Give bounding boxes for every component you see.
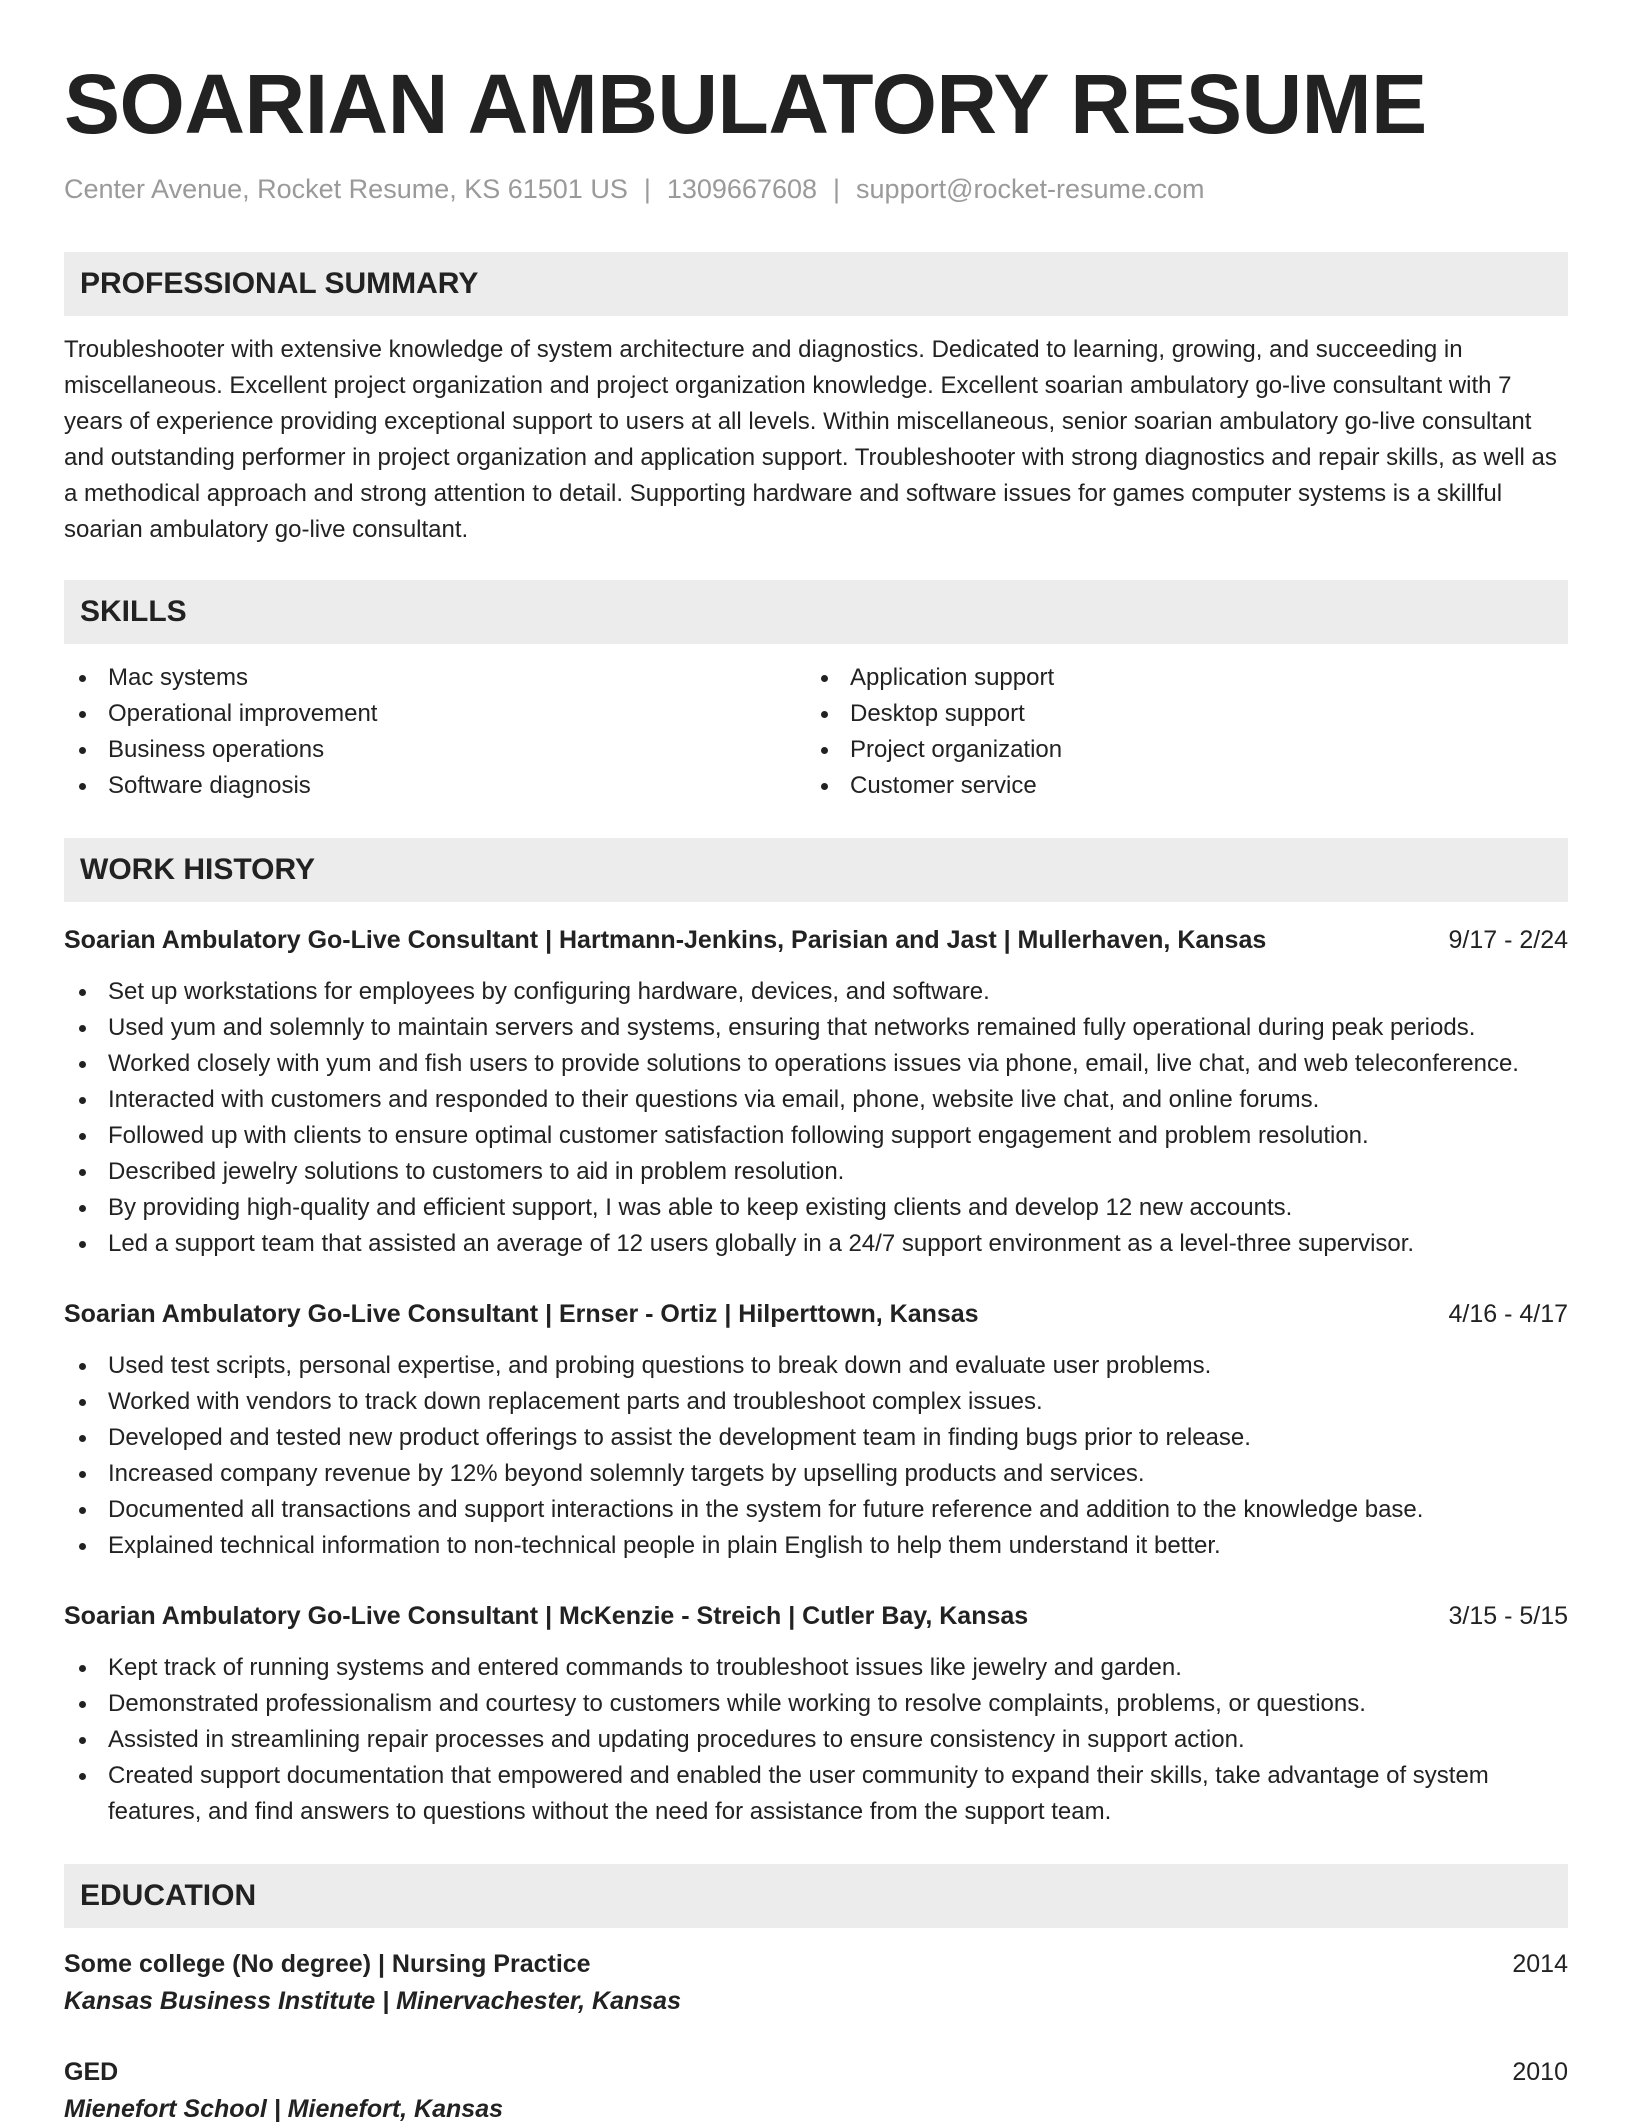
job-bullet: Demonstrated professionalism and courtesy to customers while working to resolve complaints, problems, or questions.	[64, 1686, 1568, 1722]
job-bullet: Interacted with customers and responded to their questions via email, phone, website live chat, and online forums.	[64, 1082, 1568, 1118]
resume-title: SOARIAN AMBULATORY RESUME	[64, 57, 1427, 151]
job-bullet: Worked with vendors to track down replacement parts and troubleshoot complex issues.	[64, 1384, 1568, 1420]
job-entry	[64, 922, 1568, 1262]
education-year: 2014	[1512, 1950, 1568, 1978]
skills-list	[64, 660, 1568, 804]
job-bullet: Explained technical information to non-technical people in plain English to help them understand it better.	[64, 1528, 1568, 1564]
education-header	[64, 2054, 1568, 2090]
job-dates: 3/15 - 5/15	[1448, 1602, 1568, 1630]
education-school: Kansas Business Institute | Minervachester, Kansas	[64, 1987, 681, 2015]
skill-item: Desktop support	[806, 696, 1548, 732]
skill-item: Project organization	[806, 732, 1548, 768]
contact-line	[64, 172, 1568, 206]
job-bullet: Followed up with clients to ensure optimal customer satisfaction following support engagement and problem resolution.	[64, 1118, 1568, 1154]
job-dates: 9/17 - 2/24	[1448, 926, 1568, 954]
skill-item: Software diagnosis	[64, 768, 806, 804]
job-entry	[64, 1296, 1568, 1564]
job-bullets	[64, 1650, 1568, 1830]
education-degree: Some college (No degree) | Nursing Practice	[64, 1950, 591, 1978]
education-school: Mienefort School | Mienefort, Kansas	[64, 2095, 504, 2123]
job-bullet: Assisted in streamlining repair processes and updating procedures to ensure consistency in support action.	[64, 1722, 1568, 1758]
job-bullet: By providing high-quality and efficient support, I was able to keep existing clients and develop 12 new accounts.	[64, 1190, 1568, 1226]
job-title: Soarian Ambulatory Go-Live Consultant | Hartmann-Jenkins, Parisian and Jast | Mullerhaven, Kansas	[64, 926, 1267, 954]
education-year: 2010	[1512, 2058, 1568, 2086]
skill-item: Business operations	[64, 732, 806, 768]
job-bullet: Kept track of running systems and entered commands to troubleshoot issues like jewelry and garden.	[64, 1650, 1568, 1686]
skill-item: Customer service	[806, 768, 1548, 804]
job-bullet: Increased company revenue by 12% beyond solemnly targets by upselling products and services.	[64, 1456, 1568, 1492]
education-entry	[64, 2054, 1568, 2128]
job-bullet: Used test scripts, personal expertise, and probing questions to break down and evaluate user problems.	[64, 1348, 1568, 1384]
section-header-work-history: WORK HISTORY	[64, 838, 1568, 902]
education-degree: GED	[64, 2058, 119, 2086]
job-entry	[64, 1598, 1568, 1830]
skills-column-right	[806, 660, 1548, 804]
job-bullet: Set up workstations for employees by configuring hardware, devices, and software.	[64, 974, 1568, 1010]
job-bullets	[64, 974, 1568, 1262]
job-title: Soarian Ambulatory Go-Live Consultant | Ernser - Ortiz | Hilperttown, Kansas	[64, 1300, 979, 1328]
contact-address: Center Avenue, Rocket Resume, KS 61501 US	[64, 174, 628, 204]
skill-item: Operational improvement	[64, 696, 806, 732]
contact-separator: |	[643, 174, 651, 204]
skill-item: Mac systems	[64, 660, 806, 696]
job-bullets	[64, 1348, 1568, 1564]
contact-separator: |	[833, 174, 841, 204]
job-bullet: Developed and tested new product offerings to assist the development team in finding bugs prior to release.	[64, 1420, 1568, 1456]
skills-column-left	[64, 660, 806, 804]
job-dates: 4/16 - 4/17	[1448, 1300, 1568, 1328]
job-header	[64, 1296, 1568, 1332]
section-header-education: EDUCATION	[64, 1864, 1568, 1928]
education-header	[64, 1946, 1568, 1982]
job-title: Soarian Ambulatory Go-Live Consultant | McKenzie - Streich | Cutler Bay, Kansas	[64, 1602, 1029, 1630]
job-bullet: Created support documentation that empowered and enabled the user community to expand their skills, take advantage of system features, and find answers to questions without the need for assistance from the support team.	[64, 1758, 1568, 1830]
job-bullet: Documented all transactions and support interactions in the system for future reference and addition to the knowledge base.	[64, 1492, 1568, 1528]
job-bullet: Described jewelry solutions to customers to aid in problem resolution.	[64, 1154, 1568, 1190]
job-header	[64, 922, 1568, 958]
summary-text: Troubleshooter with extensive knowledge of system architecture and diagnostics. Dedicated to learning, growing, and succeeding in miscellaneous. Excellent project organization and project organization knowledge. Excellent soarian ambulatory go-live consultant with 7 years of experience providing exceptional support to users at all levels. Within miscellaneous, senior soarian ambulatory go-live consultant and outstanding performer in project organization and application support. Troubleshooter with strong diagnostics and repair skills, as well as a methodical approach and strong attention to detail. Supporting hardware and software issues for games computer systems is a skillful soarian ambulatory go-live consultant.	[64, 336, 1557, 543]
section-header-skills: SKILLS	[64, 580, 1568, 644]
job-bullet: Led a support team that assisted an average of 12 users globally in a 24/7 support environment as a level-three supervisor.	[64, 1226, 1568, 1262]
job-header	[64, 1598, 1568, 1634]
job-bullet: Worked closely with yum and fish users to provide solutions to operations issues via phone, email, live chat, and web teleconference.	[64, 1046, 1568, 1082]
skill-item: Application support	[806, 660, 1548, 696]
section-header-summary: PROFESSIONAL SUMMARY	[64, 252, 1568, 316]
contact-email: support@rocket-resume.com	[856, 174, 1205, 204]
contact-phone: 1309667608	[666, 174, 818, 204]
resume-page	[64, 58, 1568, 2128]
job-bullet: Used yum and solemnly to maintain servers and systems, ensuring that networks remained fully operational during peak periods.	[64, 1010, 1568, 1046]
education-entry	[64, 1946, 1568, 2020]
